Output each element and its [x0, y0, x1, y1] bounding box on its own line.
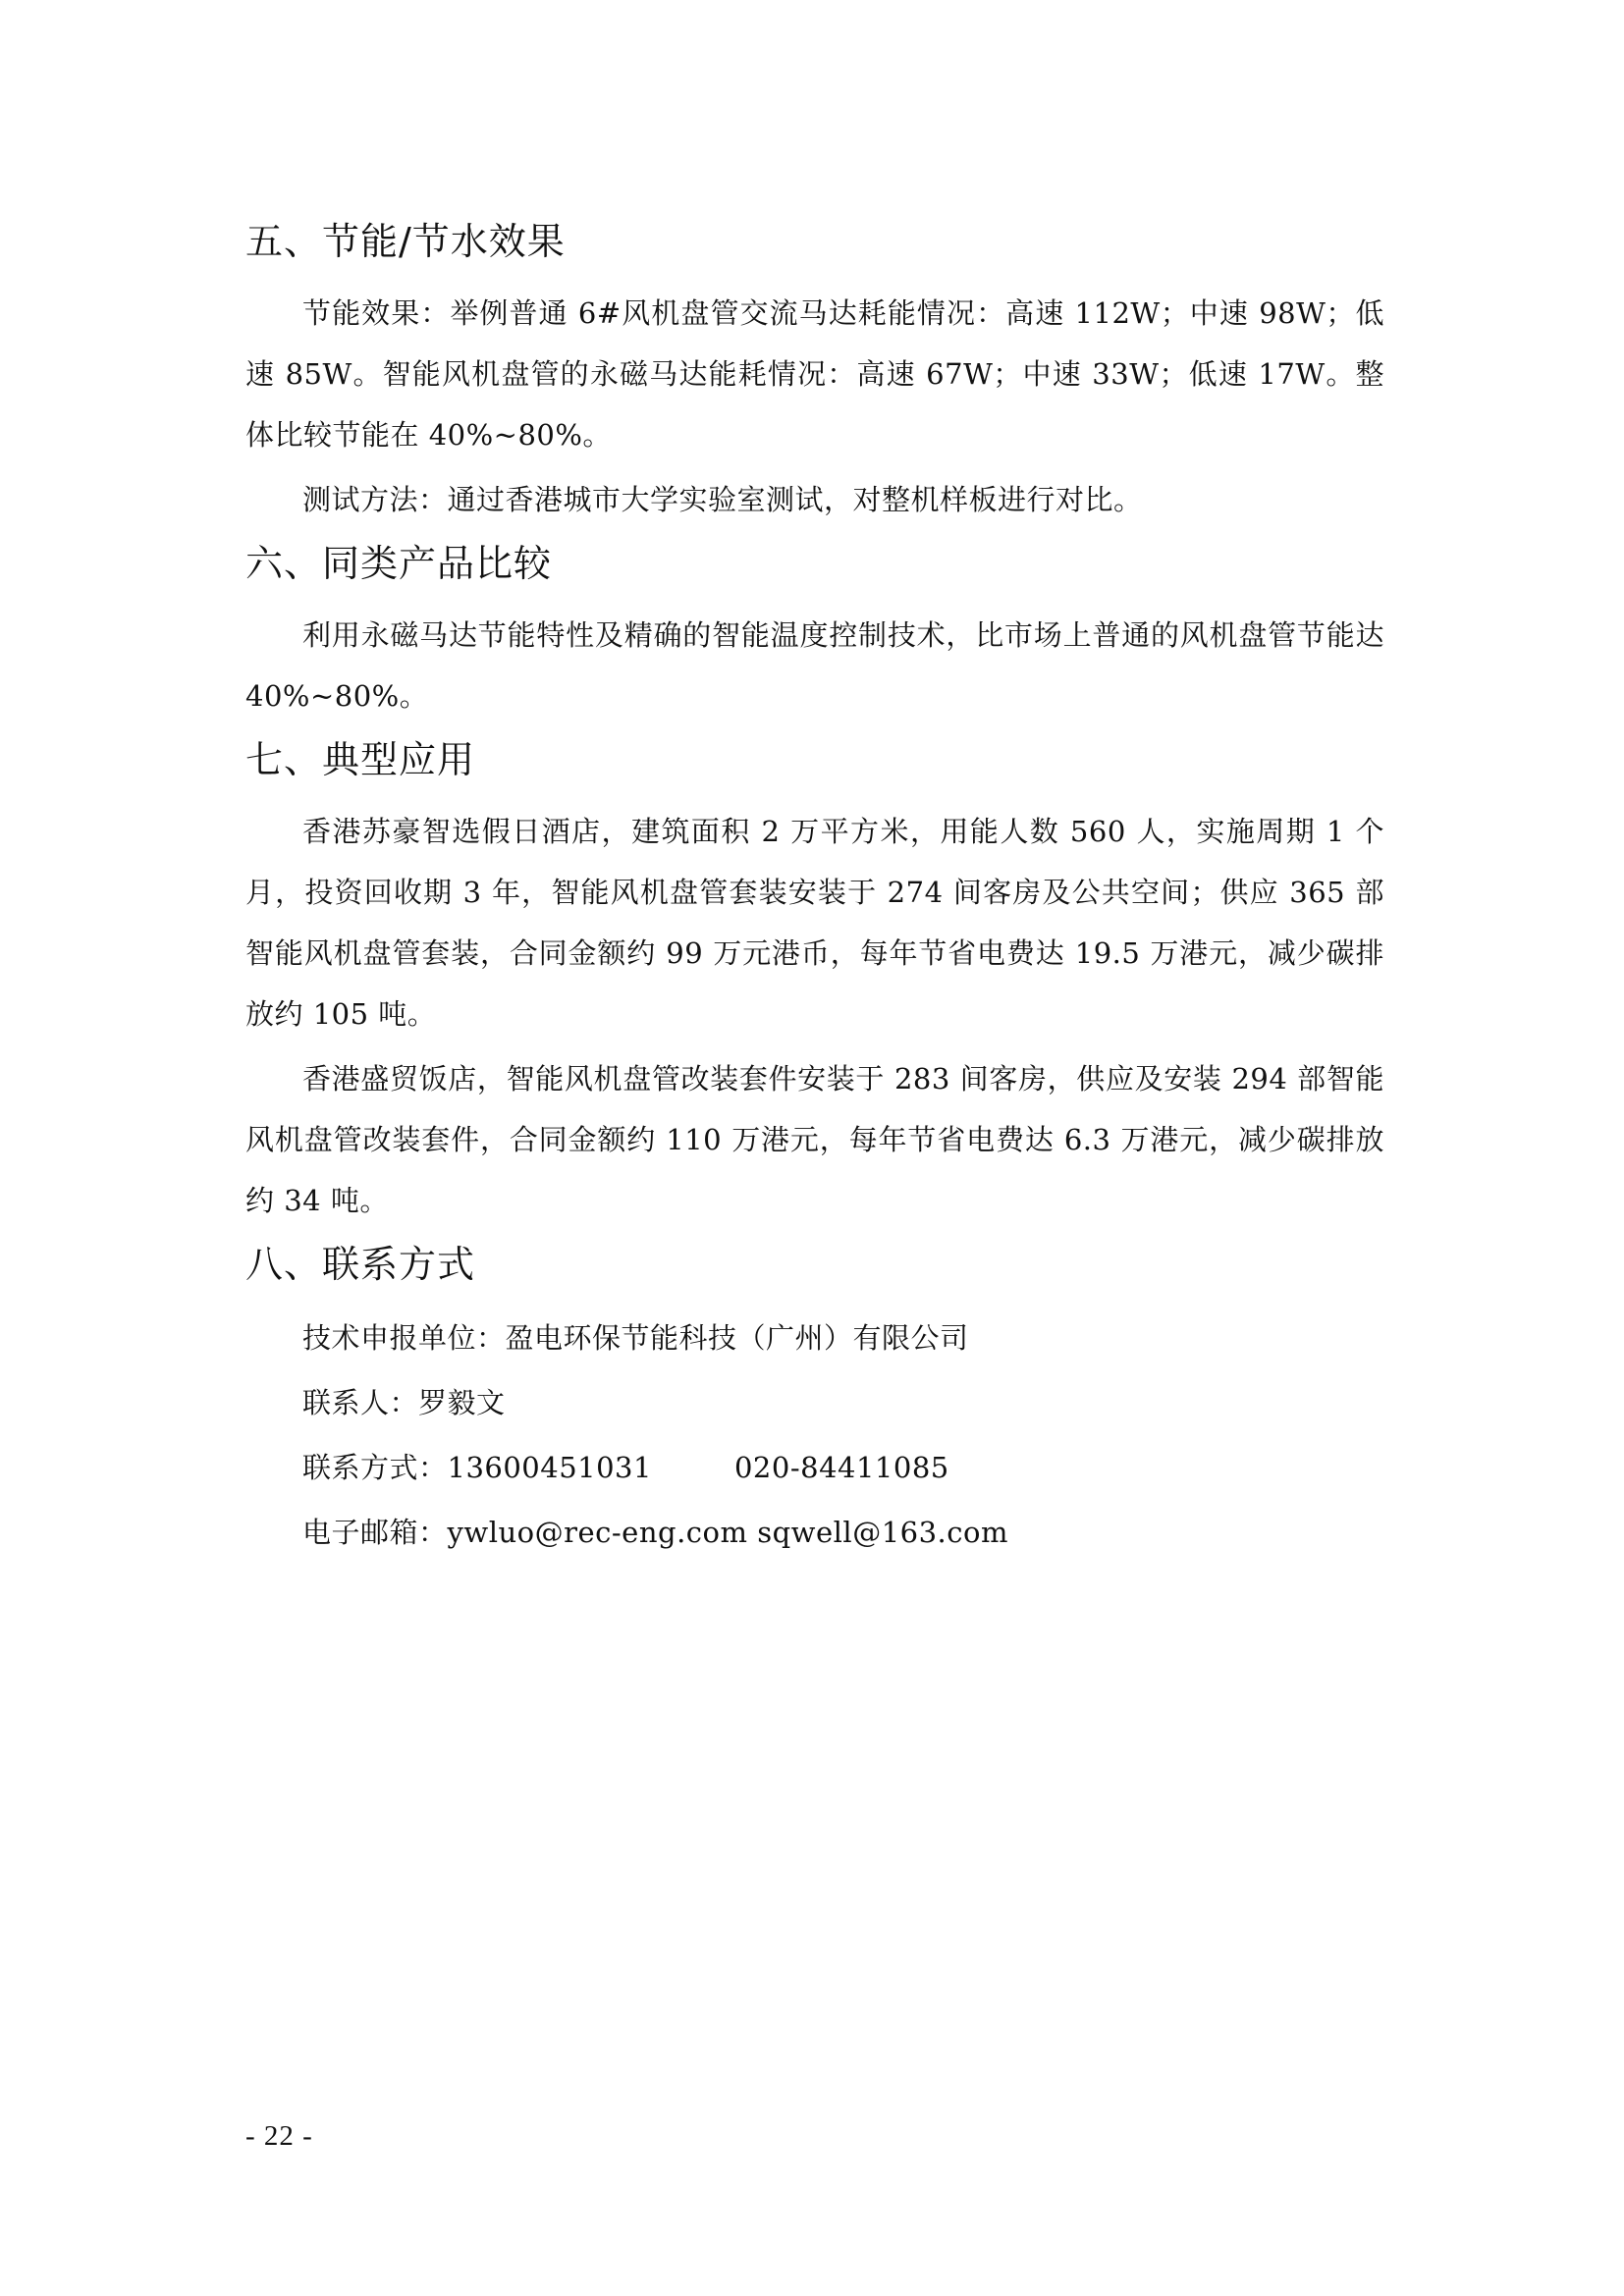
page-number: - 22 -	[245, 2120, 313, 2152]
paragraph-application-soho: 香港苏豪智选假日酒店，建筑面积 2 万平方米，用能人数 560 人，实施周期 1 个月，投资回收期 3 年，智能风机盘管套装安装于 274 间客房及公共空间；供应 365 部智能风机盘管套装，合同金额约 99 万元港币，每年节省电费达 19.5 万港元，减少碳排放约 105 吨。	[245, 815, 1384, 1031]
contact-phone-line	[245, 1435, 1384, 1500]
contact-phone-alt: 020-84411085	[733, 1451, 949, 1484]
contact-phone: 联系方式：13600451031	[302, 1451, 652, 1484]
paragraph-test-method: 测试方法：通过香港城市大学实验室测试，对整机样板进行对比。	[302, 483, 1143, 516]
section-heading-8: 八、联系方式	[245, 1243, 476, 1286]
contact-person: 联系人：罗毅文	[302, 1386, 506, 1419]
section-heading-5: 五、节能/节水效果	[245, 220, 566, 263]
paragraph-application-grand: 香港盛贸饭店，智能风机盘管改装套件安装于 283 间客房，供应及安装 294 部智能风机盘管改装套件，合同金额约 110 万港元，每年节省电费达 6.3 万港元，减少碳排放约 34 吨。	[245, 1062, 1384, 1217]
section-heading-7: 七、典型应用	[245, 738, 476, 781]
paragraph-comparison: 利用永磁马达节能特性及精确的智能温度控制技术，比市场上普通的风机盘管节能达 40%~80%。	[245, 618, 1384, 713]
contact-email: 电子邮箱：ywluo@rec-eng.com sqwell@163.com	[302, 1516, 1008, 1549]
paragraph-energy-effect: 节能效果：举例普通 6#风机盘管交流马达耗能情况：高速 112W；中速 98W；低速 85W。智能风机盘管的永磁马达能耗情况：高速 67W；中速 33W；低速 17W。整体比较节能在 40%~80%。	[245, 296, 1384, 452]
page-content	[245, 214, 1384, 1571]
section-product-comparison	[245, 536, 1384, 726]
section-contact	[245, 1237, 1384, 1565]
section-typical-application	[245, 732, 1384, 1231]
contact-unit: 技术申报单位：盈电环保节能科技（广州）有限公司	[302, 1321, 969, 1355]
section-heading-6: 六、同类产品比较	[245, 542, 553, 585]
section-energy-saving	[245, 214, 1384, 530]
